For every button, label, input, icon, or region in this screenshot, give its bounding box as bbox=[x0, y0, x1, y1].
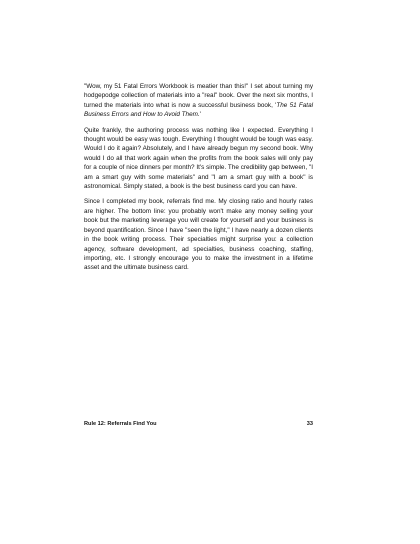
paragraph-3: Since I completed my book, referrals find me. My closing ratio and hourly rates are higher. The bottom line: you probably won't make any money selling your book but the marketing leverage you will create for yourself and your business is beyond quantification. Since I have "seen the light," I have nearly a dozen clients in the book writing process. Their specialties might surprise you: a collection agency, software development, ad specialties, business coaching, staffing, importing, etc. I strongly encourage you to make the investment in a lifetime asset and the ultimate business card. bbox=[84, 198, 313, 272]
page-footer bbox=[84, 421, 313, 431]
paragraph-1-text: "Wow, my 51 Fatal Errors Workbook is meatier than this!" I set about turning my hodgepodge collection of materials into a "real" book. Over the next six months, I turned the materials into what is now a successful business book, ' bbox=[84, 83, 313, 109]
book-title-italic: The 51 Fatal Business Errors and How to Avoid Them. bbox=[84, 101, 314, 119]
paragraph-2: Quite frankly, the authoring process was nothing like I expected. Everything I thought would be easy was tough. Everything I thought would be tough was easy. Would I do it again? Absolutely, and I have already begun my second book. Why would I do all that work again when the profits from the book sales will only pay for a couple of nice dinners per month? It's simple. The credibility gap between, "I am a smart guy with some materials" and "I am a smart guy with a book" is astronomical. Simply stated, a book is the best business card you can have. bbox=[84, 126, 313, 191]
paragraph-1 bbox=[84, 82, 313, 120]
body-text bbox=[84, 82, 313, 279]
paragraph-1-closing-quote: ' bbox=[199, 111, 201, 119]
chapter-title: Rule 12: Referrals Find You bbox=[84, 421, 157, 427]
page-number: 33 bbox=[306, 421, 313, 427]
